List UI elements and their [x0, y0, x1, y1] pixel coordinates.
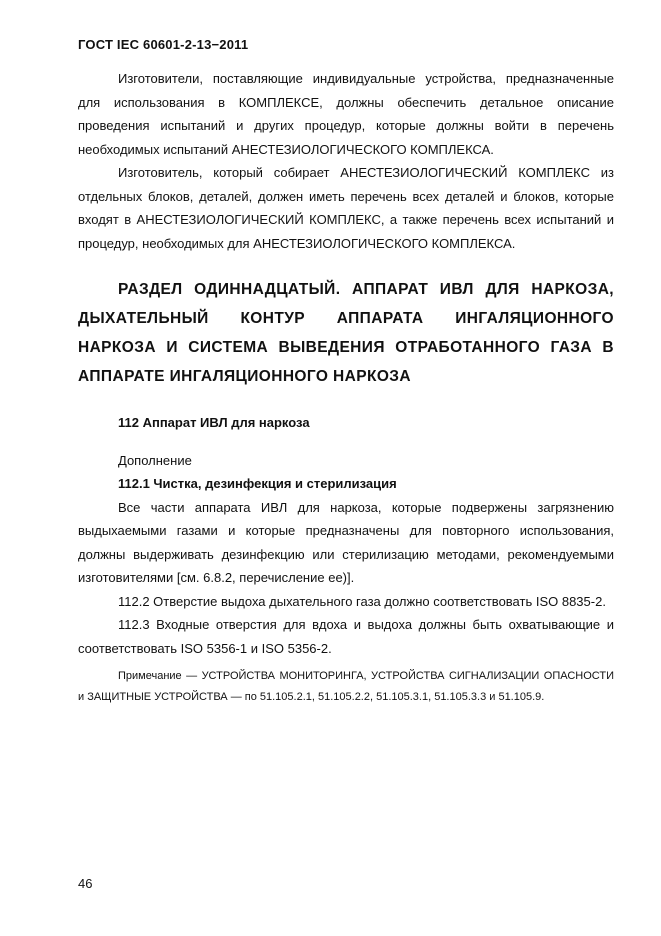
- clause-112-3-text: 112.3 Входные отверстия для вдоха и выдоха должны быть охватывающие и соответствовать ISO 5356-1 и ISO 5356-2.: [78, 617, 614, 656]
- addition-label: Дополнение: [118, 452, 192, 468]
- note-text: Примечание — УСТРОЙСТВА МОНИТОРИНГА, УСТРОЙСТВА СИГНАЛИЗАЦИИ ОПАСНОСТИ и ЗАЩИТНЫЕ УСТРОЙСТВА — по 51.105.2.1, 51.105.2.2, 51.105.3.1, 51.105.3.3 и 51.105.9.: [78, 670, 614, 703]
- paragraph-manufacturer-assembly: Изготовитель, который собирает АНЕСТЕЗИОЛОГИЧЕСКИЙ КОМПЛЕКС из отдельных блоков, деталей, должен иметь перечень всех деталей и блоков, которые входят в АНЕСТЕЗИОЛОГИЧЕСКИЙ КОМПЛЕКС, а также перечень всех испытаний и процедур, необходимых для АНЕСТЕЗИОЛОГИЧЕСКОГО КОМПЛЕКСА.: [78, 165, 614, 251]
- paragraph-manufacturers-devices: Изготовители, поставляющие индивидуальные устройства, предназначенные для использования в КОМПЛЕКСЕ, должны обеспечить детальное описание проведения испытаний и других процедур, которые должны войти в перечень необходимых испытаний АНЕСТЕЗИОЛОГИЧЕСКОГО КОМПЛЕКСА.: [78, 71, 614, 157]
- clause-112-1-heading: 112.1 Чистка, дезинфекция и стерилизация: [118, 476, 397, 491]
- section-title: РАЗДЕЛ ОДИННАДЦАТЫЙ. АППАРАТ ИВЛ ДЛЯ НАРКОЗА, ДЫХАТЕЛЬНЫЙ КОНТУР АППАРАТА ИНГАЛЯЦИОННОГО НАРКОЗА И СИСТЕМА ВЫВЕДЕНИЯ ОТРАБОТАННОГО ГАЗА В АППАРАТЕ ИНГАЛЯЦИОННОГО НАРКОЗА: [78, 281, 614, 385]
- clause-112-2-text: 112.2 Отверстие выдоха дыхательного газа должно соответствовать ISO 8835-2.: [118, 593, 606, 609]
- document-header: ГОСТ IEC 60601-2-13−2011: [78, 37, 249, 52]
- page-number: 46: [78, 876, 93, 891]
- spacer: [78, 255, 614, 275]
- clause-112-heading: 112 Аппарат ИВЛ для наркоза: [118, 415, 310, 430]
- spacer: [78, 435, 614, 449]
- spacer: [78, 391, 614, 411]
- page-content: [78, 67, 614, 708]
- clause-112-1-text: Все части аппарата ИВЛ для наркоза, которые подвержены загрязнению выдыхаемыми газами и которые предназначены для повторного использования, должны выдерживать дезинфекцию или стерилизацию методами, рекомендуемыми изготовителями [см. 6.8.2, перечисление ее)].: [78, 499, 614, 585]
